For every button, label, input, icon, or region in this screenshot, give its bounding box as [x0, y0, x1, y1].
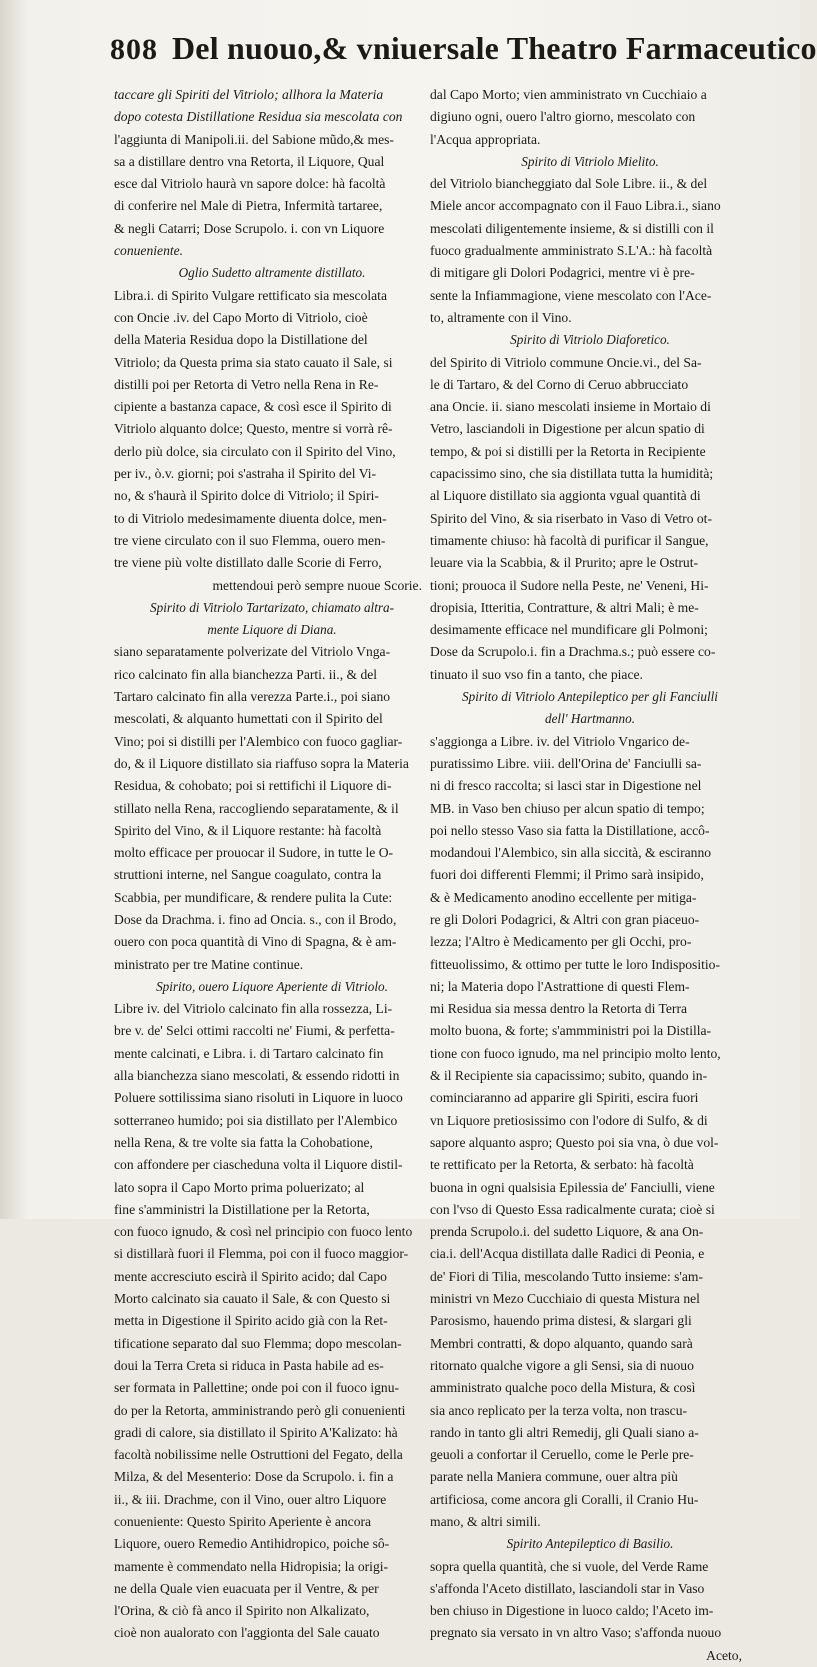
text-line: bre v. de' Selci ottimi raccolti ne' Fiumi, & perfetta-: [114, 1023, 395, 1039]
text-line: Poluere sottilissima siano risoluti in Liquore in luoco: [114, 1090, 403, 1106]
text-line: con affondere per ciascheduna volta il Liquore distil-: [114, 1157, 403, 1173]
text-line: dal Capo Morto; vien amministrato vn Cucchiaio a: [430, 87, 707, 102]
text-line: ni di fresco raccolta; si lasci star in Digestione nel: [430, 778, 702, 794]
text-line: Vino; poi si distilli per l'Alembico con fuoco gagliar-: [114, 733, 403, 749]
section-heading-line: Spirito di Vitriolo Mielito.: [521, 153, 659, 169]
text-line: siano separatamente polverizate del Vitriolo Vnga-: [114, 644, 391, 660]
text-line: del Spirito di Vitriolo commune Oncie.vi., del Sa-: [430, 354, 702, 370]
text-line: Morto calcinato sia cauato il Sale, & con Questo si: [114, 1291, 391, 1307]
section-heading-line: mente Liquore di Diana.: [207, 622, 337, 638]
text-line: Libra.i. di Spirito Vulgare rettificato sia mescolata: [114, 287, 387, 303]
text-line: mettendoui però sempre nuoue Scorie.: [212, 577, 422, 593]
text-line: struttioni interne, nel Sangue coagulato, contra la: [114, 867, 382, 883]
text-line: tioni; prouoca il Sudore nella Peste, ne' Veneni, Hi-: [430, 577, 709, 593]
text-line: buona in ogni qualsisia Epilessia de' Fanciulli, viene: [430, 1179, 715, 1195]
text-line: l'Orina, & ciò fà anco il Spirito non Alkalizato,: [114, 1603, 370, 1619]
text-line: mamente è commendato nella Hidropisia; la origi-: [114, 1558, 389, 1574]
text-line: timamente chiuso: hà facoltà di purificar il Sangue,: [430, 532, 709, 548]
text-line: distilli poi per Retorta di Vetro nella Rena in Re-: [114, 376, 379, 392]
text-line: mescolati, & alquanto humettati con il Spirito del: [114, 711, 383, 727]
text-line: leuare via la Scabbia, & il Prurito; apre le Ostrut-: [430, 555, 699, 571]
text-line: ser formata in Pallettine; onde poi con il fuoco ignu-: [114, 1380, 400, 1396]
text-line: fitteuolissimo, & ottimo per tutte le loro Indispositio-: [430, 956, 720, 972]
text-line: del Vitriolo biancheggiato dal Sole Libre. ii., & del: [430, 176, 708, 192]
text-line: Tartaro calcinato fin alla verezza Parte.i., poi siano: [114, 689, 391, 705]
text-line: capacissimo sino, che sia distillata tutta la humidità;: [430, 466, 714, 482]
section-heading-line: Spirito, ouero Liquore Aperiente di Vitriolo.: [156, 978, 388, 994]
text-line: l'Acqua appropriata.: [430, 131, 541, 147]
left-text-column: [114, 84, 430, 1641]
page-number: 808: [110, 33, 158, 66]
text-line: Miele ancor accompagnato con il Fauo Libra.i., siano: [430, 198, 721, 214]
text-line: ana Oncie. ii. siano mescolati insieme in Mortaio di: [430, 399, 711, 415]
text-line: modandoui l'Alembico, sin alla siccità, & esciranno: [430, 845, 712, 861]
text-line: ne della Quale vien euacuata per il Ventre, & per: [114, 1580, 379, 1596]
text-line: s'affonda l'Aceto distillato, lasciandoli star in Vaso: [430, 1580, 705, 1596]
running-title: Del nuouo,& vniuersale Theatro Farmaceutico: [172, 30, 817, 66]
text-line: Dose da Scrupolo.i. fin a Drachma.s.; può essere co-: [430, 644, 716, 660]
text-line: derlo più dolce, sia circulato con il Spirito del Vino,: [114, 443, 396, 459]
text-line: con Oncie .iv. del Capo Morto di Vitriolo, cioè: [114, 309, 368, 325]
text-line: al Liquore distillato sia aggionta vgual quantità di: [430, 488, 701, 504]
text-line: molto buona, & forte; s'ammministri poi la Distilla-: [430, 1023, 712, 1039]
text-line: de' Fiori di Tilia, mescolando Tutto insieme: s'am-: [430, 1268, 704, 1284]
text-line: per iv., ò.v. giorni; poi s'astraha il Spirito del Vi-: [114, 466, 377, 482]
text-line: gradi di calore, sia distillato il Spirito A'Kalizato: hà: [114, 1424, 398, 1440]
section-heading-line: Spirito di Vitriolo Diaforetico.: [510, 332, 670, 348]
text-line: prenda Scrupolo.i. del sudetto Liquore, & ana On-: [430, 1224, 704, 1240]
text-line: dropisia, Itteritia, Contratture, & altri Mali; è me-: [430, 599, 699, 615]
text-line: conueniente.: [114, 243, 184, 259]
text-line: sa a distillare dentro vna Retorta, il Liquore, Qual: [114, 153, 385, 169]
text-line: di conferire nel Male di Pietra, Infermità tartaree,: [114, 198, 383, 214]
text-line: sotterraneo humido; poi sia distillato per l'Alembico: [114, 1112, 398, 1128]
section-heading-line: Oglio Sudetto altramente distillato.: [178, 265, 366, 281]
text-line: & negli Catarri; Dose Scrupolo. i. con vn Liquore: [114, 220, 385, 236]
text-line: mi Residua sia messa dentro la Retorta di Terra: [430, 1001, 688, 1017]
text-line: pregnato sia versato in vn altro Vaso; s'affonda nuouo: [430, 1625, 722, 1641]
text-line: nella Rena, & tre volte sia fatta la Cohobatione,: [114, 1134, 373, 1150]
text-line: ministrato per tre Matine continue.: [114, 956, 304, 972]
text-line: do per la Retorta, amministrando però gli conuenienti: [114, 1402, 406, 1418]
text-line: Milza, & del Mesenterio: Dose da Scrupolo. i. fin a: [114, 1469, 394, 1485]
text-line: artificiosa, come ancora gli Coralli, il Cranio Hu-: [430, 1491, 699, 1507]
text-line: fuoco gradualmente amministrato S.L'A.: hà facoltà: [430, 243, 713, 259]
text-line: ouero con poca quantità di Vino di Spagna, & è am-: [114, 934, 397, 950]
text-line: mente calcinati, e Libra. i. di Tartaro calcinato fin: [114, 1045, 384, 1061]
text-line: mente accresciuto escirà il Spirito acido; dal Capo: [114, 1268, 387, 1284]
text-line: vn Liquore pretiosissimo con l'odore di Sulfo, & di: [430, 1112, 708, 1128]
text-line: tificatione separato dal suo Flemma; dopo mescolan-: [114, 1335, 402, 1351]
text-line: le di Tartaro, & del Corno di Ceruo abbrucciato: [430, 376, 689, 392]
text-line: Membri contratti, & dopo alquanto, quando sarà: [430, 1335, 693, 1351]
text-line: metta in Digestione il Spirito acido già con la Ret-: [114, 1313, 388, 1329]
text-line: mescolati diligentemente insieme, & si distilli con il: [430, 220, 714, 236]
text-line: cioè non aualorato con l'aggionta del Sale cauato: [114, 1625, 380, 1641]
text-line: te rettificato per la Retorta, & serbato: hà facoltà: [430, 1157, 694, 1173]
text-line: poi nello stesso Vaso sia fatta la Distillatione, accô-: [430, 822, 710, 838]
text-line: ritornato qualche vigore a gli Sensi, sia di nuouo: [430, 1357, 694, 1373]
text-line: di mitigare gli Dolori Podagrici, mentre vi è pre-: [430, 265, 695, 281]
text-line: sente la Infiammagione, viene mescolato con l'Ace-: [430, 287, 712, 303]
text-line: ministri vn Mezo Cucchiaio di questa Mistura nel: [430, 1291, 700, 1307]
text-line: lato sopra il Capo Morto prima poluerizato; al: [114, 1179, 365, 1195]
text-line: to di Vitriolo medesimamente diuenta dolce, men-: [114, 510, 387, 526]
text-line: desimamente efficace nel mundificare gli Polmoni;: [430, 622, 708, 638]
text-line: geuoli a confortar il Ceruello, come le Perle pre-: [430, 1447, 694, 1463]
text-line: s'aggionga a Libre. iv. del Vitriolo Vngarico de-: [430, 733, 690, 749]
text-line: rico calcinato fin alla bianchezza Parti. ii., & del: [114, 666, 378, 682]
text-line: Vitriolo alquanto dolce; Questo, mentre si vorrà rê-: [114, 421, 393, 437]
text-line: con fuoco ignudo, & così nel principio con fuoco lento: [114, 1224, 413, 1240]
text-line: tinuato il suo vso fin a tanto, che piace.: [430, 666, 643, 682]
text-line: facoltà nobilissime nelle Ostruttioni del Fegato, della: [114, 1447, 403, 1463]
text-line: Liquore, ouero Remedio Antihidropico, poiche sô-: [114, 1536, 390, 1552]
text-line: dopo cotesta Distillatione Residua sia mescolata con: [114, 109, 403, 125]
text-line: re gli Dolori Podagrici, & Altri con gran piaceuo-: [430, 911, 700, 927]
text-line: digiuno ogni, ouero l'altro giorno, mescolato con: [430, 109, 696, 125]
text-line: Spirito del Vino, & sia riserbato in Vaso di Vetro ot-: [430, 510, 712, 526]
text-line: Spirito del Vino, & il Liquore restante: hà facoltà: [114, 822, 382, 838]
text-line: Parosismo, hauendo prima distesi, & slargari gli: [430, 1313, 692, 1329]
text-line: sapore alquanto aspro; Questo poi sia vna, ò due vol-: [430, 1134, 719, 1150]
text-line: fuori doi differenti Flemmi; il Primo sarà insipido,: [430, 867, 704, 883]
text-line: Dose da Drachma. i. fino ad Oncia. s., con il Brodo,: [114, 911, 397, 927]
text-line: conueniente: Questo Spirito Aperiente è ancora: [114, 1514, 372, 1529]
text-line: rando in tanto gli altri Remedij, gli Quali siano a-: [430, 1424, 699, 1440]
text-line: esce dal Vitriolo haurà vn sapore dolce: hà facoltà: [114, 176, 386, 192]
text-line: l'aggiunta di Manipoli.ii. del Sabione mũdo,& mes-: [114, 131, 394, 147]
text-line: cipiente a bastanza capace, & così esce il Spirito di: [114, 399, 392, 415]
text-line: Scabbia, per mundificare, & rendere pulita la Cute:: [114, 889, 393, 905]
text-line: to, altramente con il Vino.: [430, 309, 572, 325]
text-line: Vetro, lasciandoli in Digestione per alcun spatio di: [430, 421, 705, 437]
text-line: Vitriolo; da Questa prima sia stato cauato il Sale, si: [114, 354, 393, 370]
text-line: tre viene circulato con il suo Flemma, ouero men-: [114, 532, 386, 548]
text-line: & è Medicamento anodino eccellente per mitiga-: [430, 889, 697, 905]
text-line: tione con fuoco ignudo, ma nel principio molto lento,: [430, 1045, 721, 1061]
text-line: puratissimo Libre. viii. dell'Orina de' Fanciulli sa-: [430, 755, 702, 771]
text-line: tre viene più volte distillato dalle Scorie di Ferro,: [114, 555, 382, 571]
page-header: [110, 30, 817, 76]
text-line: molto efficace per prouocar il Sudore, in tutte le O-: [114, 845, 394, 861]
text-line: stillato nella Rena, raccogliendo separatamente, & il: [114, 800, 399, 816]
text-line: Residua, & cohobato; poi si rettifichi il Liquore di-: [114, 778, 392, 794]
text-line: ben chiuso in Digestione in luoco caldo; l'Aceto im-: [430, 1603, 714, 1619]
section-heading-line: Spirito di Vitriolo Antepileptico per gli Fanciulli: [462, 689, 718, 705]
text-line: sopra quella quantità, che si vuole, del Verde Rame: [430, 1558, 709, 1574]
text-line: con l'vso di Questo Essa radicalmente curata; cioè si: [430, 1201, 715, 1217]
text-line: taccare gli Spiriti del Vitriolo; allhora la Materia: [114, 87, 384, 102]
text-line: do, & il Liquore distillato sia riaffuso sopra la Materia: [114, 755, 409, 771]
section-heading-line: Spirito Antepileptico di Basilio.: [506, 1536, 674, 1552]
text-line: cominciaranno ad apparire gli Spiriti, escira fuori: [430, 1090, 699, 1106]
text-line: no, & s'haurà il Spirito dolce di Vitriolo; il Spiri-: [114, 488, 379, 504]
text-line: Libre iv. del Vitriolo calcinato fin alla rossezza, Li-: [114, 1001, 393, 1017]
text-line: della Materia Residua dopo la Distillatione del: [114, 332, 368, 348]
text-line: MB. in Vaso ben chiuso per alcun spatio di tempo;: [430, 800, 705, 816]
text-line: si distillarà fuori il Flemma, poi con il fuoco maggior-: [114, 1246, 409, 1262]
text-line: fine s'amministri la Distillatione per la Retorta,: [114, 1201, 370, 1217]
text-line: parate nella Maniera commune, ouer altra più: [430, 1469, 678, 1485]
text-line: amministrato qualche poco della Mistura, & così: [430, 1380, 696, 1396]
text-line: lezza; l'Altro è Medicamento per gli Occhi, pro-: [430, 934, 692, 950]
text-line: cia.i. dell'Acqua distillata dalle Radici di Peonia, e: [430, 1246, 705, 1262]
text-line: ii., & iii. Drachme, con il Vino, ouer altro Liquore: [114, 1491, 387, 1507]
text-line: ni; la Materia dopo l'Astrattione di questi Flem-: [430, 978, 690, 994]
section-heading-line: dell' Hartmanno.: [544, 711, 635, 727]
text-line: & il Recipiente sia capacissimo; subito, quando in-: [430, 1068, 708, 1084]
text-line: sia anco replicato per la terza volta, non trascu-: [430, 1402, 688, 1418]
text-line: Aceto,: [706, 1647, 742, 1663]
right-text-column: [430, 84, 750, 1663]
text-line: doui la Terra Creta si riduca in Pasta habile ad es-: [114, 1357, 384, 1373]
text-line: alla bianchezza siano mescolati, & essendo ridotti in: [114, 1068, 400, 1084]
text-line: mano, & altri simili.: [430, 1514, 541, 1529]
text-line: tempo, & poi si distilli per la Retorta in Recipiente: [430, 443, 706, 459]
section-heading-line: Spirito di Vitriolo Tartarizato, chiamato altra-: [150, 599, 394, 615]
